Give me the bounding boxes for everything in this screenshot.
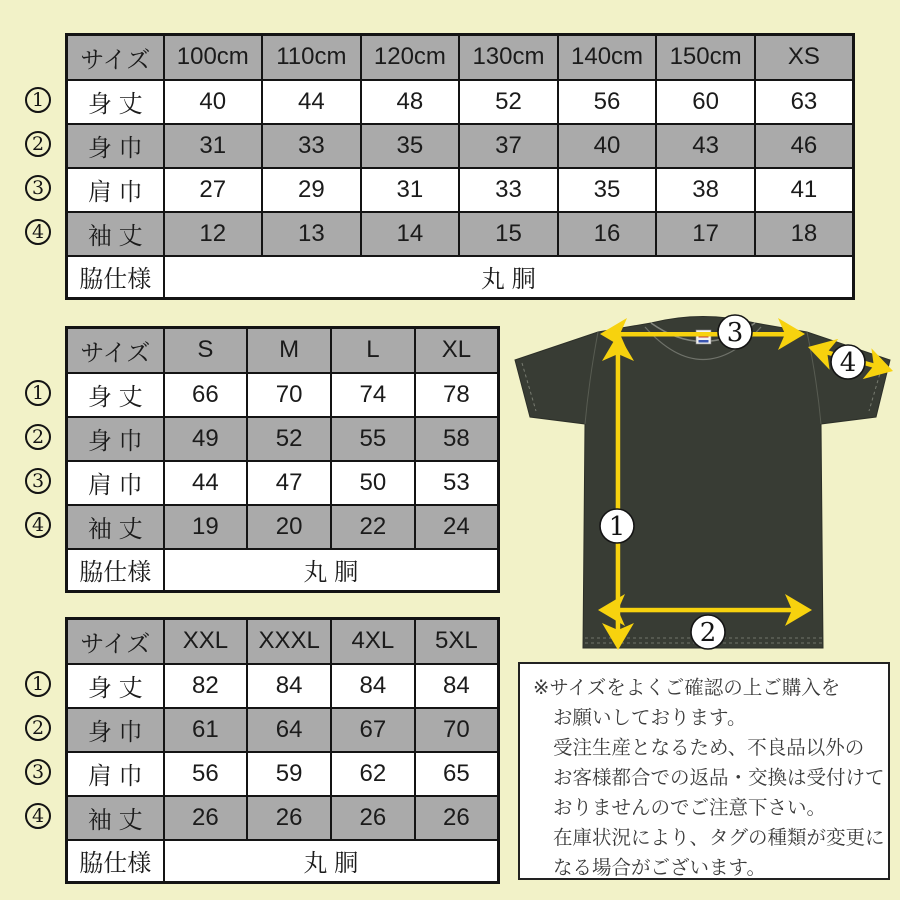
measure-row (67, 212, 854, 256)
size-column-header: 100cm (164, 35, 263, 80)
measure-row (67, 752, 499, 796)
size-column-header: L (331, 328, 415, 373)
size-value: 43 (656, 124, 755, 168)
measure-row (67, 124, 854, 168)
size-value: 52 (247, 417, 331, 461)
note-line: ※サイズをよくご確認の上ご購入を (533, 677, 841, 699)
size-column-header: XS (755, 35, 854, 80)
size-table-xxl-5xl (25, 617, 500, 884)
size-table (65, 326, 500, 593)
size-header-label: サイズ (67, 328, 164, 373)
size-table-100cm-xs (25, 33, 855, 300)
size-value: 29 (262, 168, 361, 212)
size-value: 56 (164, 752, 248, 796)
size-value: 84 (331, 664, 415, 708)
size-value: 13 (262, 212, 361, 256)
measure-row-label: 身 巾 (67, 124, 164, 168)
measure-row (67, 796, 499, 840)
size-value: 14 (361, 212, 460, 256)
tshirt-measurement-diagram (505, 300, 900, 665)
size-value: 70 (415, 708, 499, 752)
measure-row-label: 袖 丈 (67, 505, 164, 549)
size-value: 84 (415, 664, 499, 708)
size-table (65, 33, 855, 300)
size-table-s-xl (25, 326, 500, 593)
circled-measure-number: 3 (25, 175, 51, 201)
shirt-badge-2 (691, 615, 725, 649)
size-value: 33 (459, 168, 558, 212)
svg-text:4: 4 (839, 348, 857, 378)
size-value: 15 (459, 212, 558, 256)
measure-row (67, 373, 499, 417)
size-column-header: 110cm (262, 35, 361, 80)
size-header-label: サイズ (67, 35, 164, 80)
size-value: 19 (164, 505, 248, 549)
size-column-header: M (247, 328, 331, 373)
size-value: 26 (164, 796, 248, 840)
measure-row (67, 417, 499, 461)
side-spec-label: 脇仕様 (67, 256, 164, 299)
size-value: 58 (415, 417, 499, 461)
measure-row-label: 身 丈 (67, 664, 164, 708)
size-value: 74 (331, 373, 415, 417)
measure-row-label: 肩 巾 (67, 168, 164, 212)
size-value: 47 (247, 461, 331, 505)
size-column-header: XXXL (247, 619, 331, 664)
note-line: なる場合がございます。 (553, 857, 766, 879)
size-value: 84 (247, 664, 331, 708)
side-spec-label: 脇仕様 (67, 549, 164, 592)
size-value: 55 (331, 417, 415, 461)
measure-row-label: 身 巾 (67, 708, 164, 752)
note-line: おりませんのでご注意下さい。 (553, 797, 827, 819)
size-value: 63 (755, 80, 854, 124)
note-line: 受注生産となるため、不良品以外の (553, 737, 865, 759)
measure-row (67, 168, 854, 212)
measure-row-label: 身 丈 (67, 80, 164, 124)
size-value: 62 (331, 752, 415, 796)
size-value: 46 (755, 124, 854, 168)
size-value: 49 (164, 417, 248, 461)
size-value: 35 (361, 124, 460, 168)
measure-row-label: 袖 丈 (67, 212, 164, 256)
circled-measure-number: 3 (25, 759, 51, 785)
side-spec-label: 脇仕様 (67, 840, 164, 883)
svg-text:1: 1 (608, 512, 626, 542)
size-value: 26 (247, 796, 331, 840)
size-value: 70 (247, 373, 331, 417)
circled-measure-number: 1 (25, 380, 51, 406)
size-column-header: 5XL (415, 619, 499, 664)
circled-measure-number: 2 (25, 131, 51, 157)
size-value: 26 (331, 796, 415, 840)
circled-measure-number: 3 (25, 468, 51, 494)
measure-row-label: 身 丈 (67, 373, 164, 417)
shirt-badge-4 (831, 345, 865, 379)
size-column-header: 140cm (558, 35, 657, 80)
size-value: 37 (459, 124, 558, 168)
size-value: 44 (164, 461, 248, 505)
size-header-label: サイズ (67, 619, 164, 664)
measure-row (67, 80, 854, 124)
circled-measure-number: 1 (25, 87, 51, 113)
size-column-header: 130cm (459, 35, 558, 80)
size-value: 20 (247, 505, 331, 549)
size-column-header: XL (415, 328, 499, 373)
measure-row (67, 708, 499, 752)
measure-row (67, 505, 499, 549)
size-value: 44 (262, 80, 361, 124)
size-value: 52 (459, 80, 558, 124)
measure-row-label: 肩 巾 (67, 752, 164, 796)
measure-row (67, 664, 499, 708)
size-value: 65 (415, 752, 499, 796)
size-value: 40 (558, 124, 657, 168)
side-spec-value: 丸 胴 (164, 256, 854, 299)
circled-measure-number: 4 (25, 803, 51, 829)
size-value: 26 (415, 796, 499, 840)
shirt-badge-1 (600, 509, 634, 543)
circled-measure-number: 4 (25, 219, 51, 245)
size-value: 64 (247, 708, 331, 752)
size-value: 48 (361, 80, 460, 124)
circled-measure-number: 4 (25, 512, 51, 538)
size-column-header: 150cm (656, 35, 755, 80)
size-value: 31 (164, 124, 263, 168)
circled-measure-number: 2 (25, 715, 51, 741)
size-value: 12 (164, 212, 263, 256)
note-line: お客様都合での返品・交換は受付けて (553, 767, 885, 789)
size-column-header: XXL (164, 619, 248, 664)
size-value: 50 (331, 461, 415, 505)
note-line: 在庫状況により、タグの種類が変更に (553, 827, 885, 849)
circled-measure-number: 1 (25, 671, 51, 697)
size-value: 82 (164, 664, 248, 708)
measure-row-label: 袖 丈 (67, 796, 164, 840)
size-value: 31 (361, 168, 460, 212)
shirt-badge-3 (718, 315, 752, 349)
size-value: 41 (755, 168, 854, 212)
size-value: 24 (415, 505, 499, 549)
size-value: 22 (331, 505, 415, 549)
size-value: 67 (331, 708, 415, 752)
size-value: 53 (415, 461, 499, 505)
size-value: 38 (656, 168, 755, 212)
size-value: 56 (558, 80, 657, 124)
measure-row (67, 461, 499, 505)
side-spec-value: 丸 胴 (164, 840, 499, 883)
size-value: 61 (164, 708, 248, 752)
size-value: 40 (164, 80, 263, 124)
measure-row-label: 身 巾 (67, 417, 164, 461)
size-column-header: 4XL (331, 619, 415, 664)
svg-text:2: 2 (699, 618, 717, 648)
size-value: 17 (656, 212, 755, 256)
size-table (65, 617, 500, 884)
size-value: 35 (558, 168, 657, 212)
note-line: お願いしております。 (553, 707, 747, 729)
size-value: 18 (755, 212, 854, 256)
measure-row-label: 肩 巾 (67, 461, 164, 505)
size-column-header: 120cm (361, 35, 460, 80)
side-spec-value: 丸 胴 (164, 549, 499, 592)
size-value: 66 (164, 373, 248, 417)
size-value: 60 (656, 80, 755, 124)
size-column-header: S (164, 328, 248, 373)
size-value: 16 (558, 212, 657, 256)
size-value: 78 (415, 373, 499, 417)
circled-measure-number: 2 (25, 424, 51, 450)
size-value: 33 (262, 124, 361, 168)
size-value: 59 (247, 752, 331, 796)
svg-text:3: 3 (726, 318, 744, 348)
size-value: 27 (164, 168, 263, 212)
purchase-note-box (518, 662, 890, 880)
